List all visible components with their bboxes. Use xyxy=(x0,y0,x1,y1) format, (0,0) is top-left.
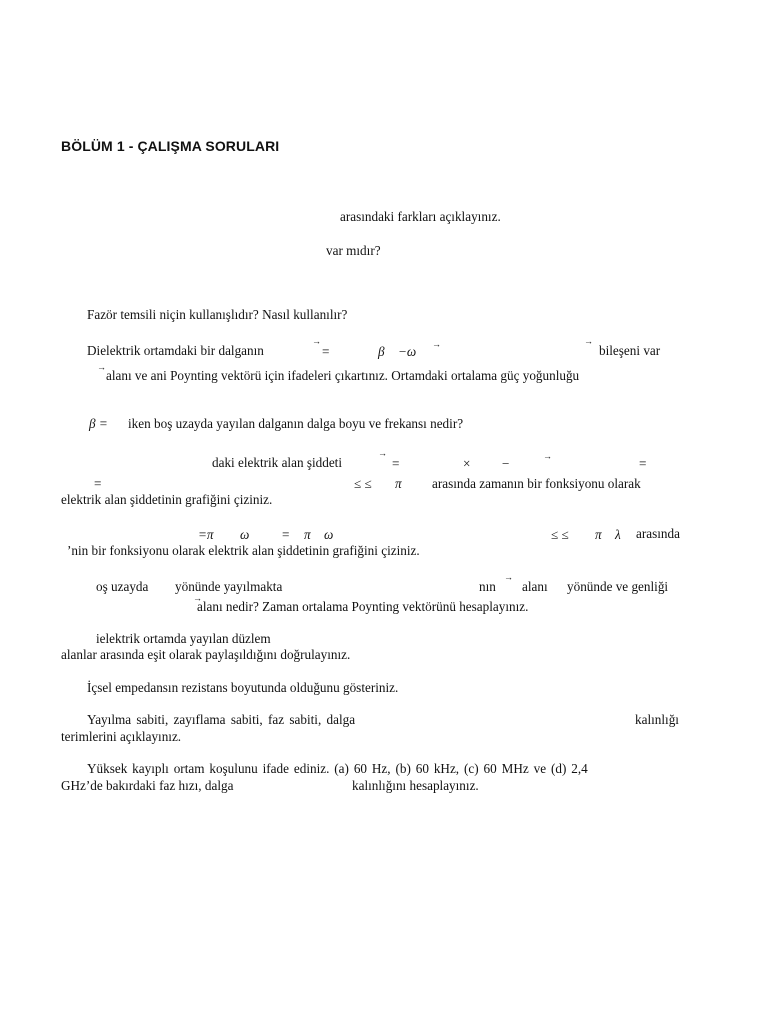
vector-arrow-icon: → xyxy=(97,362,106,372)
q9-line2: alanlar arasında eşit olarak paylaşıldığını doğrulayınız. xyxy=(61,647,351,662)
q4-minus-omega: −ω xyxy=(398,344,417,359)
q9-line1: ielektrik ortamda yayılan düzlem xyxy=(96,631,271,646)
q11-end: kalınlığı xyxy=(635,712,679,727)
q12-line2-start: GHz’de bakırdaki faz hızı, dalga xyxy=(61,778,234,793)
q6-equals-2: = xyxy=(639,456,647,471)
q8-end: yönünde ve genliği xyxy=(567,579,669,594)
q12-line2-end: kalınlığını hesaplayınız. xyxy=(352,778,479,793)
q7-pi: π xyxy=(304,527,311,542)
q10-text: İçsel empedansın rezistans boyutunda olduğunu gösteriniz. xyxy=(87,680,399,695)
q8-start: oş uzayda xyxy=(96,579,149,594)
q7-line2: ’nin bir fonksiyonu olarak elektrik alan şiddetinin grafiğini çiziniz. xyxy=(67,543,420,558)
q3-text: Fazör temsili niçin kullanışlıdır? Nasıl kullanılır? xyxy=(87,307,348,322)
vector-arrow-icon: → xyxy=(432,339,441,349)
vector-arrow-icon: → xyxy=(193,593,202,603)
q7-omega-1: ω xyxy=(240,527,250,542)
q7-eq-pi: =π xyxy=(198,527,214,542)
q11-start: Yayılma sabiti, zayıflama sabiti, faz sabiti, dalga xyxy=(87,712,356,727)
vector-arrow-icon: → xyxy=(504,572,513,582)
q4-line1-start: Dielektrik ortamdaki bir dalganın xyxy=(87,343,264,358)
q12-line1: Yüksek kayıplı ortam koşulunu ifade ediniz. (a) 60 Hz, (b) 60 kHz, (c) 60 MHz ve (d) 2,4 xyxy=(87,761,588,776)
q4-equals: = xyxy=(322,344,330,359)
q1-text: arasındaki farkları açıklayınız. xyxy=(340,209,501,224)
q7-leq: ≤ ≤ xyxy=(551,527,569,542)
vector-arrow-icon: → xyxy=(312,336,321,346)
q11-line2: terimlerini açıklayınız. xyxy=(61,729,182,744)
q5-text: iken boş uzayda yayılan dalganın dalga boyu ve frekansı nedir? xyxy=(128,416,464,431)
q6-line1: daki elektrik alan şiddeti xyxy=(212,455,343,470)
q8-direction: yönünde yayılmakta xyxy=(175,579,283,594)
q5-beta-eq: β = xyxy=(89,416,108,431)
q8-line2: alanı nedir? Zaman ortalama Poynting vektörünü hesaplayınız. xyxy=(197,599,529,614)
q7-omega-2: ω xyxy=(324,527,334,542)
q4-line1-end: bileşeni var xyxy=(599,343,661,358)
q6-line2-end: arasında zamanın bir fonksiyonu olarak xyxy=(432,476,641,491)
q6-equals-1: = xyxy=(392,456,400,471)
q7-pi-3: π xyxy=(595,527,602,542)
q6-times: × xyxy=(463,456,471,471)
q4-line2: alanı ve ani Poynting vektörü için ifadeleri çıkartınız. Ortamdaki ortalama güç yoğunluğu xyxy=(106,368,580,383)
q8-alani: alanı xyxy=(522,579,548,594)
vector-arrow-icon: → xyxy=(584,336,593,346)
page-title: BÖLÜM 1 - ÇALIŞMA SORULARI xyxy=(61,138,280,154)
q6-pi: π xyxy=(395,476,402,491)
q7-lambda: λ xyxy=(615,527,621,542)
q6-minus: − xyxy=(502,456,510,471)
q7-eq: = xyxy=(282,527,290,542)
q4-beta: β xyxy=(378,344,385,359)
q6-leq: ≤ ≤ xyxy=(354,476,372,491)
q2-text: var mıdır? xyxy=(326,243,381,258)
vector-arrow-icon: → xyxy=(543,451,552,461)
q6-line3: elektrik alan şiddetinin grafiğini çiziniz. xyxy=(61,492,273,507)
q7-end: arasında xyxy=(636,526,680,541)
q8-nin: nın xyxy=(479,579,496,594)
vector-arrow-icon: → xyxy=(378,448,387,458)
q6-equals-3: = xyxy=(94,476,102,491)
